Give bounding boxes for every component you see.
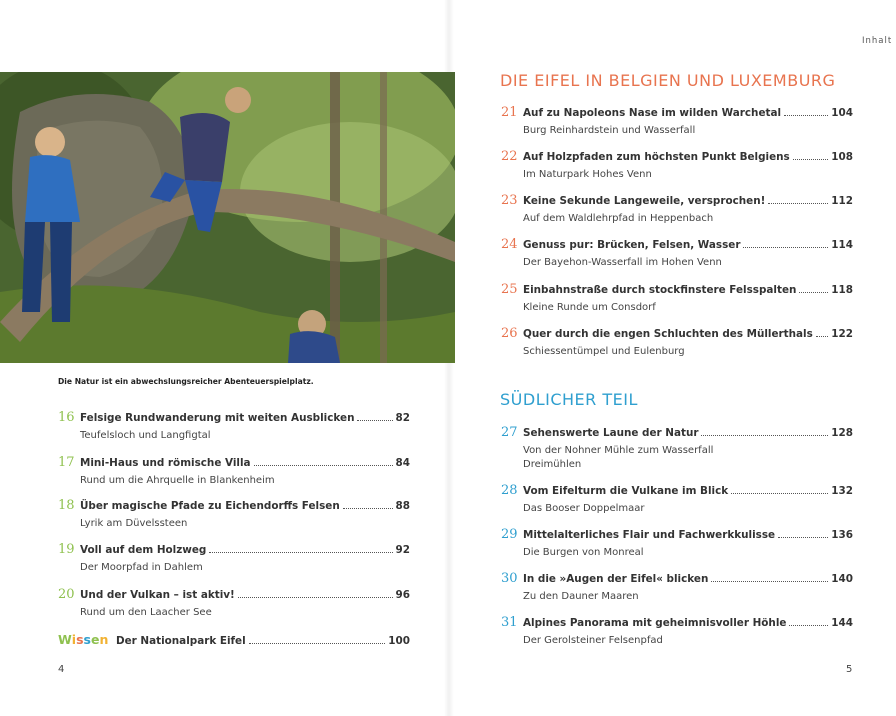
dot-leader	[784, 107, 828, 116]
entry-number: 30	[501, 571, 518, 586]
entry-title: In die »Augen der Eifel« blicken	[523, 573, 709, 585]
dot-leader	[357, 412, 392, 421]
entry-number: 21	[501, 105, 518, 120]
wissen-letter: s	[83, 632, 91, 647]
running-head: Inhalt	[862, 36, 893, 46]
entry-title-line	[523, 284, 853, 296]
dot-leader	[731, 485, 828, 494]
entry-title-line	[80, 544, 410, 556]
entry-title: Über magische Pfade zu Eichendorffs Felsen	[80, 500, 340, 512]
folio-right: 5	[846, 664, 853, 675]
entry-title: Einbahnstraße durch stockfinstere Felsspalten	[523, 284, 797, 296]
dot-leader	[711, 573, 828, 582]
entry-title-line	[80, 589, 410, 601]
entry-title-line	[523, 239, 853, 251]
entry-title: Keine Sekunde Langeweile, versprochen!	[523, 195, 766, 207]
forest-photo-illustration	[0, 72, 455, 363]
entry-subtitle: Das Booser Doppelmaar	[523, 503, 645, 514]
entry-title-line	[523, 573, 853, 585]
entry-number: 22	[501, 149, 518, 164]
entry-title: Mittelalterliches Flair und Fachwerkkulisse	[523, 529, 776, 541]
dot-leader	[209, 544, 392, 553]
entry-title: Und der Vulkan – ist aktiv!	[80, 589, 235, 601]
entry-title: Auf Holzpfaden zum höchsten Punkt Belgiens	[523, 151, 790, 163]
section-heading-suedlicher-teil: SÜDLICHER TEIL	[500, 390, 638, 409]
entry-page: 144	[831, 617, 853, 629]
entry-page: 100	[388, 635, 410, 647]
dot-leader	[249, 635, 386, 644]
entry-subtitle: Rund um den Laacher See	[80, 607, 212, 618]
entry-page: 114	[831, 239, 853, 251]
entry-number: 31	[501, 615, 518, 630]
section-heading-belgien-luxemburg: DIE EIFEL IN BELGIEN UND LUXEMBURG	[500, 71, 836, 90]
entry-number: 27	[501, 425, 518, 440]
entry-subtitle: Lyrik am Düvelssteen	[80, 518, 188, 529]
entry-number: 19	[58, 542, 75, 557]
entry-page: 136	[831, 529, 853, 541]
entry-title-line	[80, 457, 410, 469]
wissen-letter: W	[58, 632, 72, 647]
entry-page: 92	[395, 544, 410, 556]
entry-subtitle: Zu den Dauner Maaren	[523, 591, 639, 602]
entry-page: 140	[831, 573, 853, 585]
entry-page: 84	[395, 457, 410, 469]
entry-subtitle: Teufelsloch und Langfigtal	[80, 430, 211, 441]
entry-page: 88	[395, 500, 410, 512]
entry-title: Vom Eifelturm die Vulkane im Blick	[523, 485, 729, 497]
dot-leader	[254, 457, 393, 466]
entry-number: 16	[58, 410, 75, 425]
entry-title-line	[80, 500, 410, 512]
entry-subtitle: Die Burgen von Monreal	[523, 547, 644, 558]
dot-leader	[768, 195, 828, 204]
entry-title: Quer durch die engen Schluchten des Müllerthals	[523, 328, 813, 340]
entry-title: Mini-Haus und römische Villa	[80, 457, 251, 469]
wissen-label	[58, 632, 108, 647]
entry-number: 28	[501, 483, 518, 498]
dot-leader	[778, 529, 828, 538]
entry-page: 82	[395, 412, 410, 424]
forest-photo	[0, 72, 455, 363]
dot-leader	[743, 239, 828, 248]
entry-title: Alpines Panorama mit geheimnisvoller Höhle	[523, 617, 787, 629]
entry-subtitle: Im Naturpark Hohes Venn	[523, 169, 652, 180]
entry-page: 132	[831, 485, 853, 497]
entry-number: 25	[501, 282, 518, 297]
entry-page: 128	[831, 427, 853, 439]
dot-leader	[701, 427, 828, 436]
entry-title: Voll auf dem Holzweg	[80, 544, 207, 556]
entry-title: Felsige Rundwanderung mit weiten Ausblicken	[80, 412, 355, 424]
wissen-letter: n	[99, 632, 109, 647]
entry-page: 96	[395, 589, 410, 601]
dot-leader	[343, 500, 393, 509]
entry-title-line	[116, 635, 410, 647]
entry-number: 24	[501, 237, 518, 252]
entry-page: 104	[831, 107, 853, 119]
entry-title-line	[523, 427, 853, 439]
entry-title-line	[523, 529, 853, 541]
entry-page: 122	[831, 328, 853, 340]
entry-subtitle: Von der Nohner Mühle zum Wasserfall Dreimühlen	[523, 445, 714, 470]
entry-subtitle: Burg Reinhardstein und Wasserfall	[523, 125, 696, 136]
wissen-letter: i	[71, 632, 77, 647]
entry-subtitle: Der Moorpfad in Dahlem	[80, 562, 203, 573]
folio-left: 4	[58, 664, 65, 675]
entry-title: Der Nationalpark Eifel	[116, 635, 246, 647]
dot-leader	[816, 328, 829, 337]
entry-title-line	[523, 195, 853, 207]
entry-page: 112	[831, 195, 853, 207]
entry-number: 23	[501, 193, 518, 208]
entry-page: 108	[831, 151, 853, 163]
entry-subtitle: Kleine Runde um Consdorf	[523, 302, 656, 313]
entry-subtitle: Der Gerolsteiner Felsenpfad	[523, 635, 663, 646]
entry-number: 18	[58, 498, 75, 513]
wissen-letter: e	[91, 632, 100, 647]
entry-title: Genuss pur: Brücken, Felsen, Wasser	[523, 239, 741, 251]
dot-leader	[793, 151, 829, 160]
entry-title-line	[523, 328, 853, 340]
entry-title: Sehenswerte Laune der Natur	[523, 427, 699, 439]
entry-title-line	[523, 151, 853, 163]
entry-title-line	[523, 485, 853, 497]
entry-title-line	[523, 617, 853, 629]
entry-number: 26	[501, 326, 518, 341]
entry-subtitle: Der Bayehon-Wasserfall im Hohen Venn	[523, 257, 722, 268]
entry-number: 29	[501, 527, 518, 542]
entry-subtitle: Schiessentümpel und Eulenburg	[523, 346, 685, 357]
photo-caption: Die Natur ist ein abwechslungsreicher Abenteuerspielplatz.	[58, 377, 314, 386]
entry-subtitle: Auf dem Waldlehrpfad in Heppenbach	[523, 213, 714, 224]
dot-leader	[799, 284, 828, 293]
entry-title: Auf zu Napoleons Nase im wilden Warchetal	[523, 107, 782, 119]
entry-title-line	[80, 412, 410, 424]
entry-page: 118	[831, 284, 853, 296]
entry-title-line	[523, 107, 853, 119]
entry-number: 17	[58, 455, 75, 470]
dot-leader	[238, 589, 393, 598]
entry-number: 20	[58, 587, 75, 602]
dot-leader	[789, 617, 828, 626]
wissen-letter: s	[76, 632, 84, 647]
entry-subtitle: Rund um die Ahrquelle in Blankenheim	[80, 475, 275, 486]
